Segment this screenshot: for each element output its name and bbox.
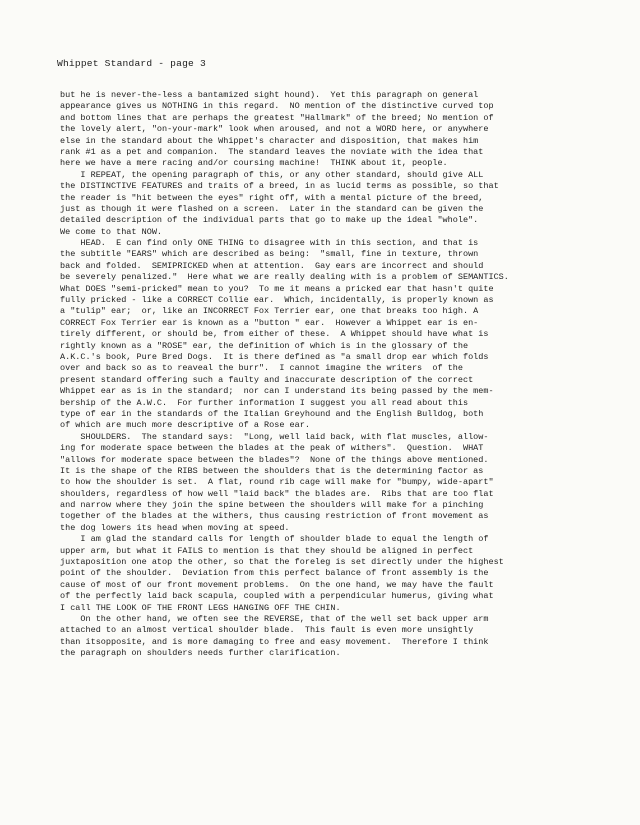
text-line: the reader is "hit between the eyes" right off, with a mental picture of the breed, xyxy=(60,192,484,203)
text-line: the subtitle "EARS" which are described as being: "small, fine in texture, thrown xyxy=(60,249,479,260)
text-line: A.K.C.'s book, Pure Bred Dogs. It is there defined as "a small drop ear which folds xyxy=(60,351,489,362)
text-line: Whippet ear as is in the standard; nor can I understand its being passed by the mem- xyxy=(60,386,494,397)
text-line: else in the standard about the Whippet's character and disposition, that makes him xyxy=(60,135,479,146)
text-line: of which are much more descriptive of a Rose ear. xyxy=(60,420,310,431)
text-line: just as though it were flashed on a screen. Later in the standard can be given the xyxy=(60,203,484,214)
text-line: over and back so as to reaveal the burr". I cannot imagine the writers of the xyxy=(60,363,463,374)
text-line: We come to that NOW. xyxy=(60,226,163,237)
text-line: upper arm, but what it FAILS to mention is that they should be aligned in perfect xyxy=(60,545,474,556)
text-line: I am glad the standard calls for length of shoulder blade to equal the length of xyxy=(60,534,489,545)
text-line: present standard offering such a faulty and inaccurate description of the correct xyxy=(60,374,474,385)
text-line: back and folded. SEMIPRICKED when at attention. Gay ears are incorrect and should xyxy=(60,260,484,271)
text-line: type of ear in the standards of the Italian Greyhound and the English Bulldog, both xyxy=(60,408,484,419)
text-line: I REPEAT, the opening paragraph of this, or any other standard, should give ALL xyxy=(60,169,484,180)
text-line: tirely different, or should be, from either of these. A Whippet should have what is xyxy=(60,329,489,340)
text-line: juxtaposition one atop the other, so that the foreleg is set directly under the highest xyxy=(60,557,504,568)
text-line: a "tulip" ear; or, like an INCORRECT Fox Terrier ear, one that breaks too high. A xyxy=(60,306,479,317)
text-line: the dog lowers its head when moving at speed. xyxy=(60,522,290,533)
text-line: the lovely alert, "on-your-mark" look when aroused, and not a WORD here, or anywhere xyxy=(60,124,489,135)
text-line: appearance gives us NOTHING in this regard. NO mention of the distinctive curved top xyxy=(60,101,494,112)
text-line: point of the shoulder. Deviation from this perfect balance of front assembly is the xyxy=(60,568,489,579)
page-header: Whippet Standard - page 3 xyxy=(57,58,206,69)
text-line: I call THE LOOK OF THE FRONT LEGS HANGING OFF THE CHIN. xyxy=(60,602,341,613)
text-line: attached to an almost vertical shoulder blade. This fault is even more unsightly xyxy=(60,625,474,636)
text-line: bership of the A.W.C. For further information I suggest you all read about this xyxy=(60,397,469,408)
text-line: together of the blades at the withers, thus causing restriction of front movement as xyxy=(60,511,489,522)
text-line: but he is never-the-less a bantamized sight hound). Yet this paragraph on general xyxy=(60,90,479,100)
text-line: and narrow where they join the spine between the shoulders will make for a pinching xyxy=(60,500,484,511)
text-line: rank #1 as a pet and companion. The standard leaves the noviate with the idea that xyxy=(60,146,484,157)
text-line: than itsopposite, and is more damaging to free and easy movement. Therefore I think xyxy=(60,636,489,647)
text-line: detailed description of the individual parts that go to make up the ideal "whole". xyxy=(60,215,479,226)
text-line: fully pricked - like a CORRECT Collie ear. Which, incidentally, is properly known as xyxy=(60,295,494,306)
text-line: cause of most of our front movement problems. On the one hand, we may have the fault xyxy=(60,579,494,590)
text-line: HEAD. E can find only ONE THING to disagree with in this section, and that is xyxy=(60,238,479,249)
text-line: shoulders, regardless of how well "laid back" the blades are. Ribs that are too flat xyxy=(60,488,494,499)
text-line: the paragraph on shoulders needs further clarification. xyxy=(60,648,341,659)
text-line: be severely penalized." Here what we are really dealing with is a problem of SEMANTICS. xyxy=(60,272,509,283)
text-line: to how the shoulder is set. A flat, round rib cage will make for "bumpy, wide-apart" xyxy=(60,477,494,488)
text-line: CORRECT Fox Terrier ear is known as a "button " ear. However a Whippet ear is en- xyxy=(60,317,479,328)
text-line: of the perfectly laid back scapula, coupled with a perpendicular humerus, giving what xyxy=(60,591,494,602)
text-line: and bottom lines that are perhaps the greatest "Hallmark" of the breed; No mention of xyxy=(60,112,494,123)
text-line: What DOES "semi-pricked" mean to you? To me it means a pricked ear that hasn't quite xyxy=(60,283,494,294)
text-line: "allows for moderate space between the blades"? None of the things above mentioned. xyxy=(60,454,489,465)
text-line: rightly known as a "ROSE" ear, the definition of which is in the glossary of the xyxy=(60,340,469,351)
text-line: ing for moderate space between the blades at the peak of withers". Question. WHAT xyxy=(60,443,484,454)
body-text xyxy=(60,90,582,660)
text-line: here we have a mere racing and/or coursing machine! THINK about it, people. xyxy=(60,158,448,169)
text-line: SHOULDERS. The standard says: "Long, well laid back, with flat muscles, allow- xyxy=(60,431,489,442)
text-line: On the other hand, we often see the REVERSE, that of the well set back upper arm xyxy=(60,613,489,624)
text-line: the DISTINCTIVE FEATURES and traits of a breed, in as lucid terms as possible, so that xyxy=(60,181,499,192)
text-line: It is the shape of the RIBS between the shoulders that is the determining factor as xyxy=(60,465,484,476)
